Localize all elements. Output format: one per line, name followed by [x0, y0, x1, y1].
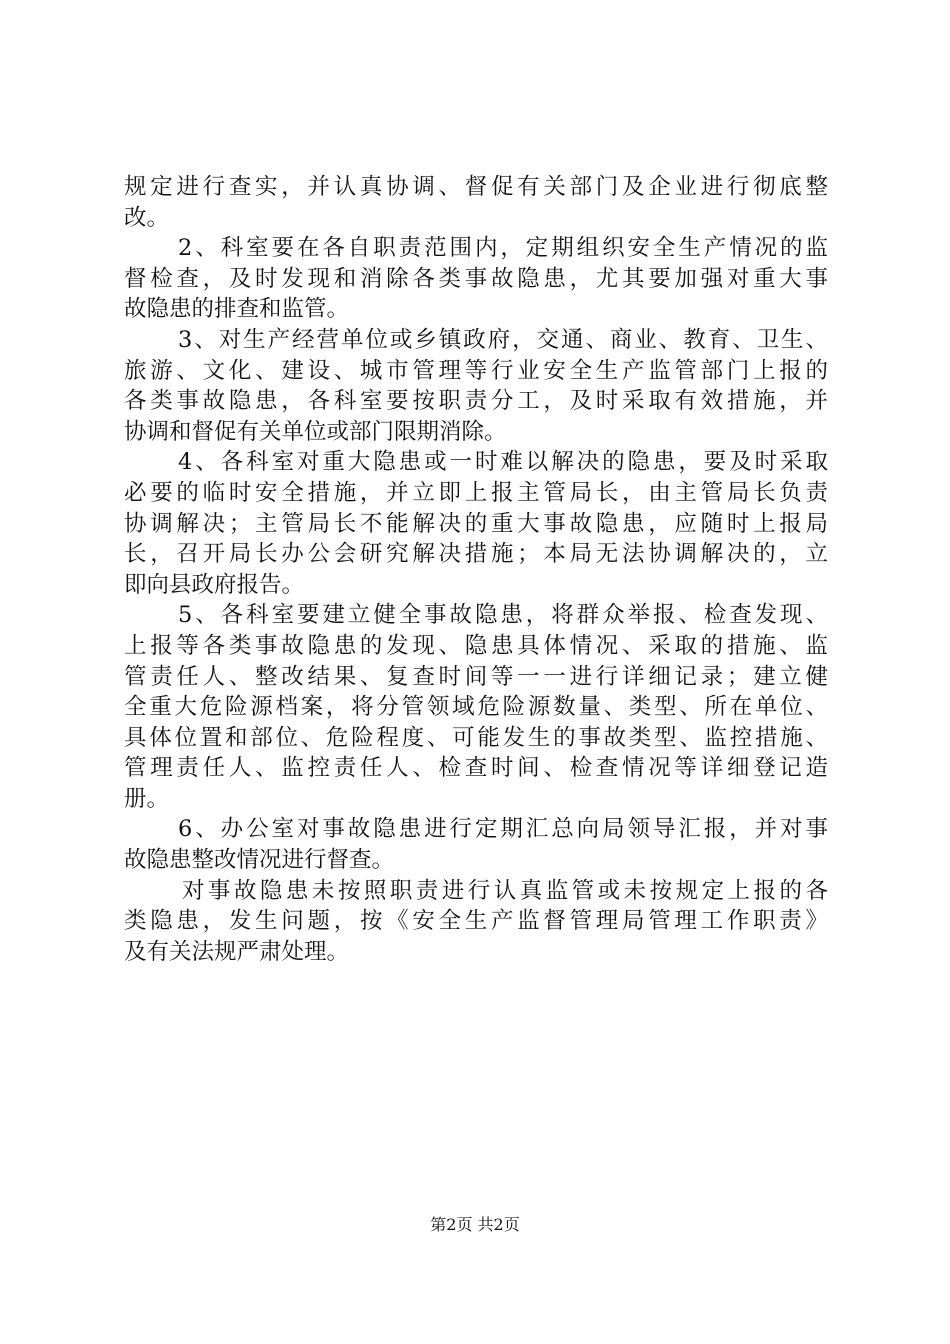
text-line: 各类事故隐患，各科室要按职责分工，及时采取有效措施，并 — [124, 388, 828, 415]
text-line: 6、办公室对事故隐患进行定期汇总向局领导汇报，并对事 — [178, 816, 828, 843]
text-line: 规定进行查实，并认真协调、督促有关部门及企业进行彻底整 — [124, 174, 828, 200]
text-line: 管责任人、整改结果、复查时间等一一进行详细记录；建立健 — [124, 663, 828, 690]
text-line: 3、对生产经营单位或乡镇政府，交通、商业、教育、卫生、 — [178, 326, 828, 353]
text-line: 对事故隐患未按照职责进行认真监管或未按规定上报的各 — [182, 877, 828, 904]
text-line: 4、各科室对重大隐患或一时难以解决的隐患，要及时采取 — [178, 449, 828, 476]
text-line: 旅游、文化、建设、城市管理等行业安全生产监管部门上报的 — [124, 357, 828, 384]
text-line: 即向县政府报告。 — [124, 571, 305, 598]
text-line: 册。 — [124, 785, 170, 812]
text-line: 管理责任人、监控责任人、检查时间、检查情况等详细登记造 — [124, 755, 828, 782]
text-line: 5、各科室要建立健全事故隐患，将群众举报、检查发现、 — [178, 602, 828, 629]
text-line: 改。 — [124, 204, 170, 231]
text-line: 上报等各类事故隐患的发现、隐患具体情况、采取的措施、监 — [124, 632, 828, 659]
page-footer: 第2页 共2页 — [430, 1215, 520, 1234]
text-line: 2、科室要在各自职责范围内，定期组织安全生产情况的监 — [178, 235, 828, 262]
text-line: 类隐患，发生问题，按《安全生产监督管理局管理工作职责》 — [124, 908, 828, 935]
text-line: 协调和督促有关单位或部门限期消除。 — [124, 418, 507, 445]
text-line: 故隐患整改情况进行督查。 — [124, 847, 395, 874]
text-line: 长，召开局长办公会研究解决措施；本局无法协调解决的，立 — [124, 541, 828, 568]
text-line: 具体位置和部位、危险程度、可能发生的事故类型、监控措施、 — [124, 724, 828, 751]
text-line: 全重大危险源档案，将分管领域危险源数量、类型、所在单位、 — [124, 694, 828, 721]
text-line: 必要的临时安全措施，并立即上报主管局长，由主管局长负责 — [124, 479, 828, 506]
text-line: 协调解决；主管局长不能解决的重大事故隐患，应随时上报局 — [124, 510, 828, 537]
text-line: 故隐患的排查和监管。 — [124, 296, 350, 323]
text-line: 及有关法规严肃处理。 — [124, 938, 350, 965]
text-line: 督检查，及时发现和消除各类事故隐患，尤其要加强对重大事 — [124, 265, 828, 292]
document-body — [124, 172, 828, 967]
